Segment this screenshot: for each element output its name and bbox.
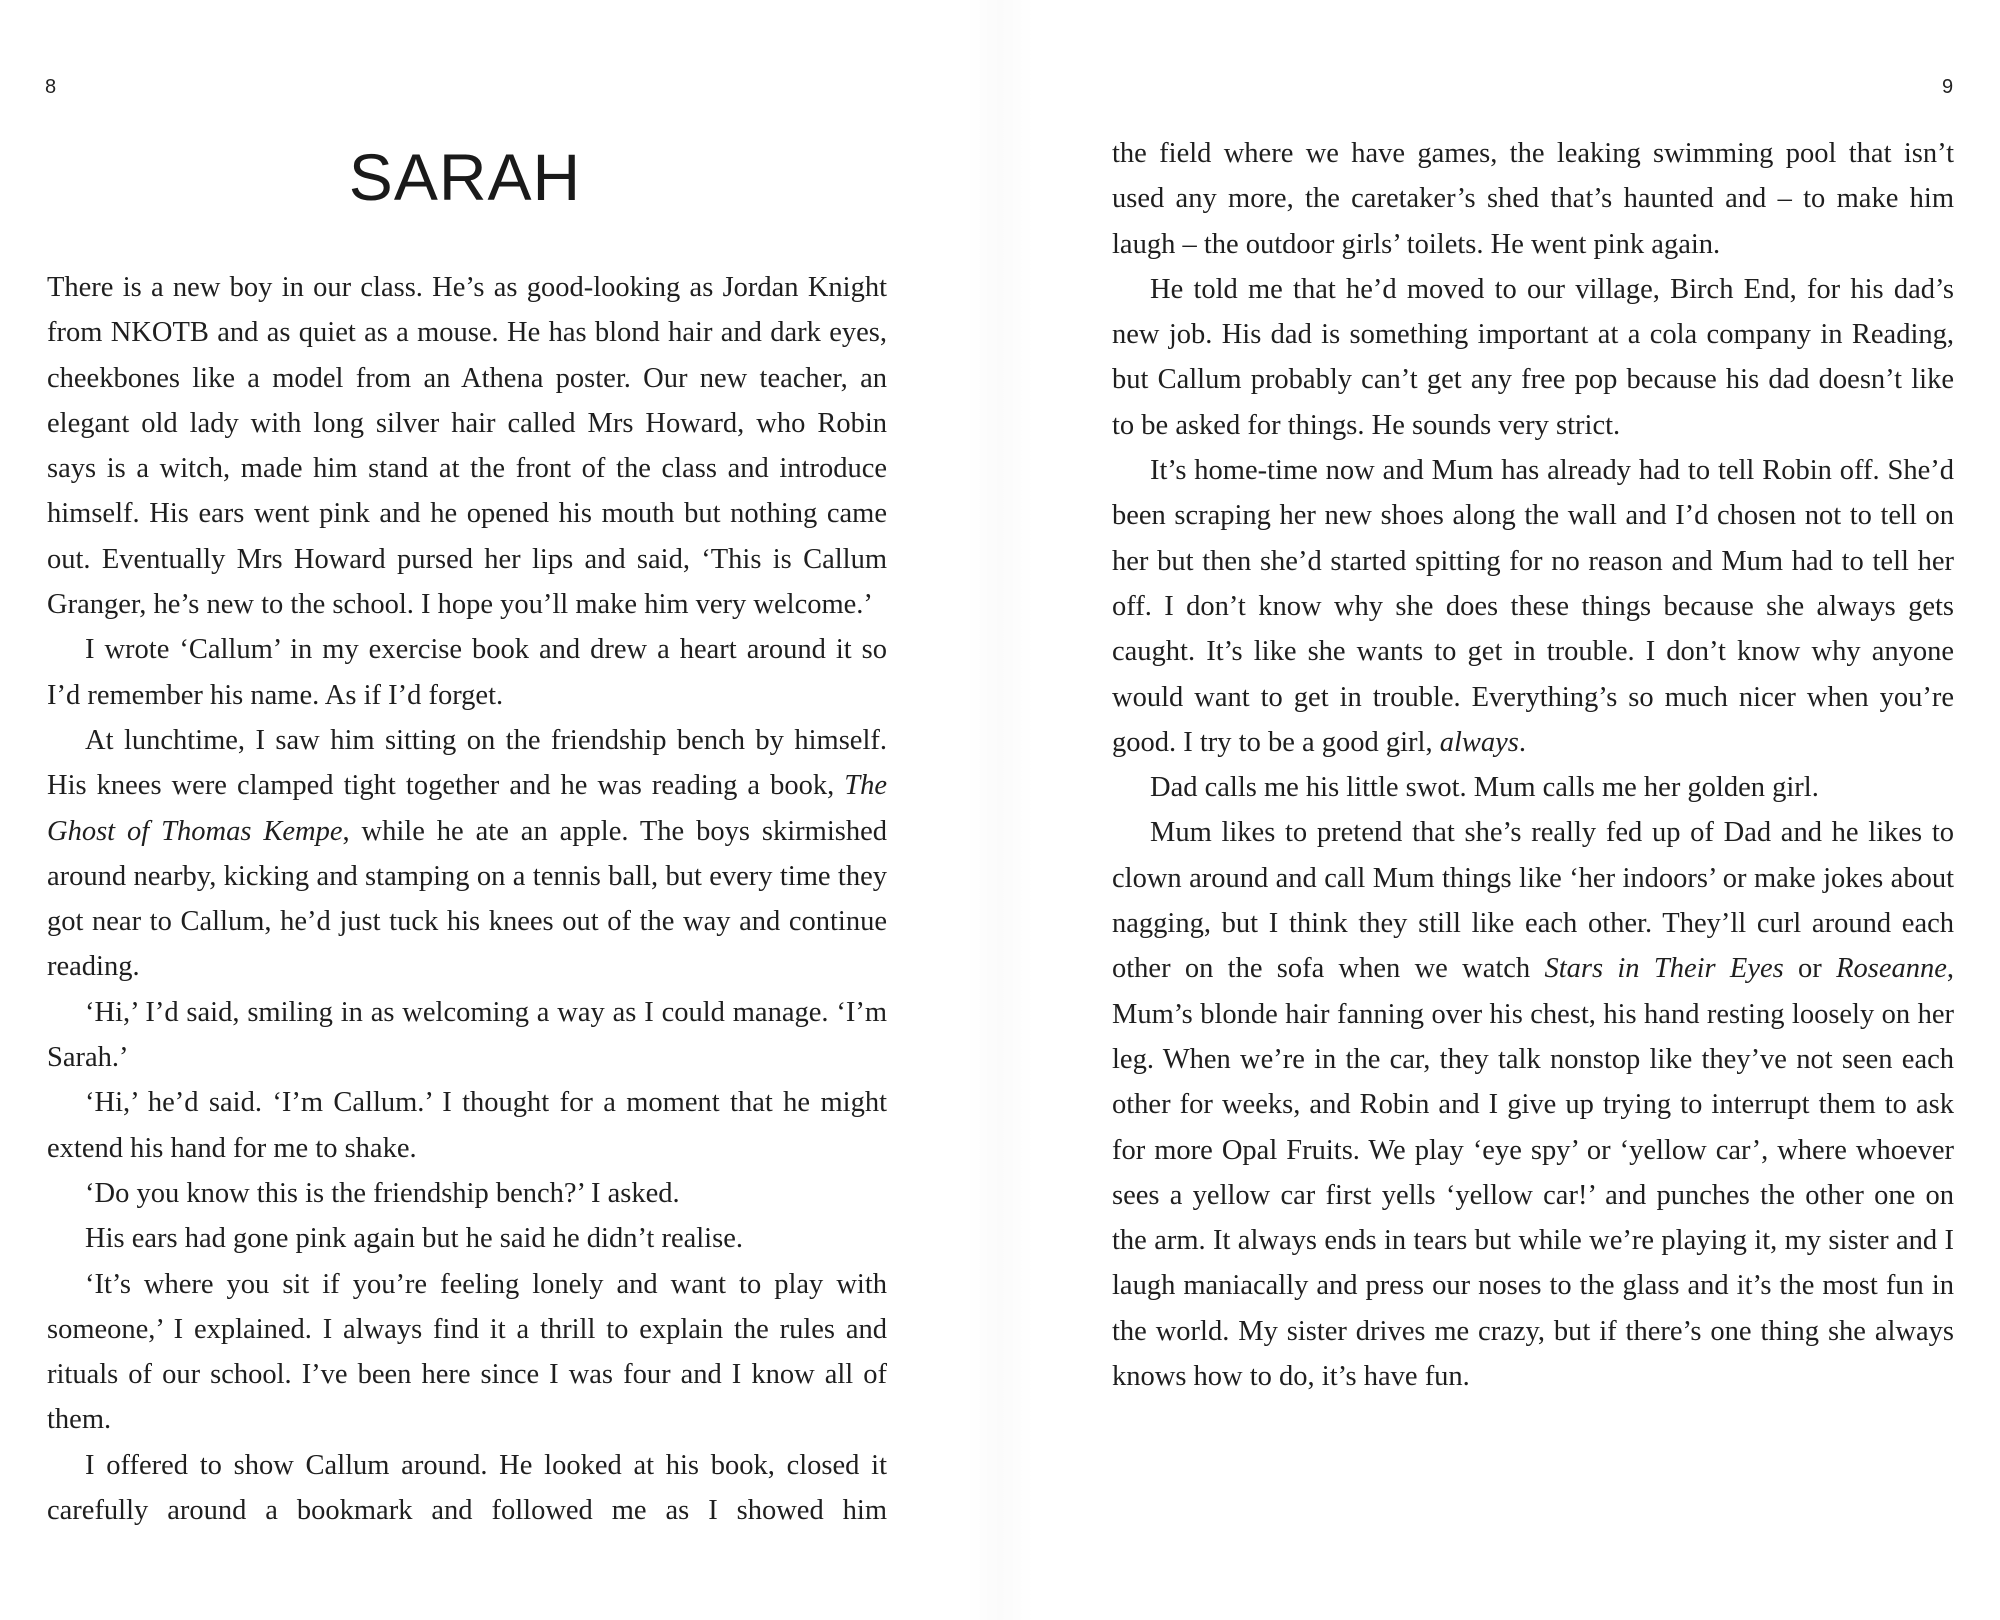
paragraph: [1112, 810, 1954, 1399]
gutter-shadow: [965, 0, 1035, 1620]
paragraph-text: or: [1783, 953, 1837, 985]
paragraph: [1112, 765, 1954, 810]
paragraph-text: He told me that he’d moved to our village, Birch End, for his dad’s new job. His dad is something important at a cola company in Reading, but Callum probably can’t get any free pop because his dad doesn’t like to be asked for things. He sounds very strict.: [1112, 273, 1954, 441]
emphasis-text: always: [1439, 726, 1519, 758]
paragraph: [47, 718, 887, 990]
paragraph: [47, 1262, 887, 1443]
left-text-column: [47, 265, 887, 1533]
paragraph: [1112, 267, 1954, 448]
page-number-left: 8: [45, 76, 57, 98]
paragraph-text: It’s home-time now and Mum has already had to tell Robin off. She’d been scraping her new shoes along the wall and I’d chosen not to tell on her but then she’d started spitting for no reason and Mum had to tell her off. I don’t know why she does these things because she always gets caught. It’s like she wants to get in trouble. I don’t know why anyone would want to get in trouble. Everything’s so much nicer when you’re good. I try to be a good girl,: [1112, 455, 1954, 758]
paragraph: [47, 1443, 887, 1534]
paragraph-text: , Mum’s blonde hair fanning over his chest, his hand resting loosely on her leg. When we’re in the car, they talk nonstop like they’ve not seen each other for weeks, and Robin and I give up trying to interrupt them to ask for more Opal Fruits. We play ‘eye spy’ or ‘yellow car’, where whoever sees a yellow car first yells ‘yellow car!’ and punches the other one on the arm. It always ends in tears but while we’re playing it, my sister and I laugh maniacally and press our noses to the glass and it’s the most fun in the world. My sister drives me crazy, but if there’s one thing she always knows how to do, it’s have fun.: [1112, 953, 1954, 1393]
page-number-right: 9: [1942, 76, 1954, 98]
paragraph-text: Dad calls me his little swot. Mum calls me her golden girl.: [1150, 772, 1819, 804]
paragraph: [47, 1216, 887, 1261]
tv-show-title-text: Roseanne: [1836, 953, 1947, 985]
paragraph-text: At lunchtime, I saw him sitting on the friendship bench by himself. His knees were clamped tight together and he was reading a book,: [47, 724, 887, 802]
tv-show-title-text: Stars in Their Eyes: [1544, 953, 1784, 985]
paragraph-text: There is a new boy in our class. He’s as good-looking as Jordan Knight from NKOTB and as quiet as a mouse. He has blond hair and dark eyes, cheekbones like a model from an Athena poster. Our new teacher, an elegant old lady with long silver hair called Mrs Howard, who Robin says is a witch, made him stand at the front of the class and introduce himself. His ears went pink and he opened his mouth but nothing came out. Eventually Mrs Howard pursed her lips and said, ‘This is Callum Granger, he’s new to the school. I hope you’ll make him very welcome.’: [47, 272, 887, 621]
paragraph-text: ‘Hi,’ he’d said. ‘I’m Callum.’ I thought for a moment that he might extend his hand for me to shake.: [47, 1087, 887, 1164]
paragraph-text: the field where we have games, the leaking swimming pool that isn’t used any more, the caretaker’s shed that’s haunted and – to make him laugh – the outdoor girls’ toilets. He went pink again.: [1112, 138, 1954, 260]
paragraph: [47, 265, 887, 627]
chapter-title: SARAH: [348, 140, 582, 214]
paragraph-text: .: [1518, 726, 1526, 758]
paragraph: [47, 990, 887, 1081]
paragraph-text: I wrote ‘Callum’ in my exercise book and drew a heart around it so I’d remember his name. As if I’d forget.: [47, 634, 887, 711]
paragraph-text: , while he ate an apple. The boys skirmished around nearby, kicking and stamping on a tennis ball, but every time they got near to Callum, he’d just tuck his knees out of the way and continue reading.: [47, 815, 887, 983]
paragraph-text: ‘It’s where you sit if you’re feeling lonely and want to play with someone,’ I explained. I always find it a thrill to explain the rules and rituals of our school. I’ve been here since I was four and I know all of them.: [47, 1268, 887, 1436]
paragraph: [1112, 131, 1954, 267]
paragraph: [47, 1080, 887, 1171]
paragraph: [47, 1171, 887, 1216]
paragraph-text: ‘Do you know this is the friendship bench?’ I asked.: [85, 1177, 680, 1209]
book-title-text: The Ghost of Thomas Kempe: [47, 770, 887, 847]
paragraph-text: ‘Hi,’ I’d said, smiling in as welcoming a way as I could manage. ‘I’m Sarah.’: [47, 996, 887, 1074]
paragraph: [1112, 448, 1954, 765]
right-text-column: [1112, 131, 1954, 1399]
paragraph: [47, 627, 887, 718]
paragraph-text: I offered to show Callum around. He looked at his book, closed it carefully around a bookmark and followed me as I showed him: [47, 1449, 887, 1527]
paragraph-text: Mum likes to pretend that she’s really fed up of Dad and he likes to clown around and call Mum things like ‘her indoors’ or make jokes about nagging, but I think they still like each other. They’ll curl around each other on the sofa when we watch: [1112, 817, 1954, 985]
paragraph-text: His ears had gone pink again but he said he didn’t realise.: [85, 1223, 743, 1255]
